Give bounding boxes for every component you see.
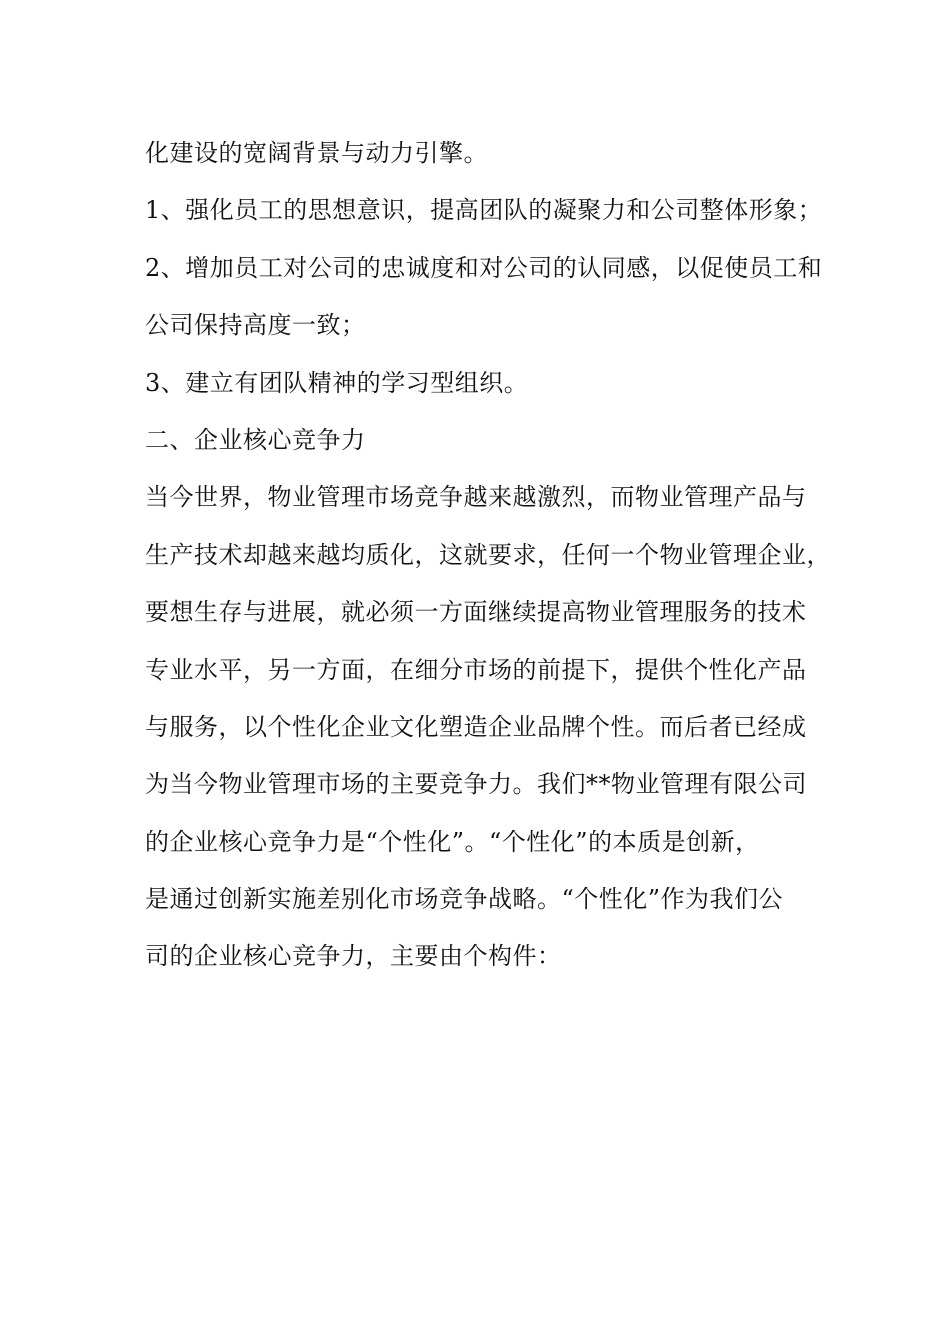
list-item-1: 1、强化员工的思想意识，提高团队的凝聚力和公司整体形象； [145,196,823,225]
body-text-line: 与服务，以个性化企业文化塑造企业品牌个性。而后者已经成 [145,712,807,741]
section-heading: 二、企业核心竞争力 [145,425,366,454]
body-text-line: 专业水平，另一方面，在细分市场的前提下，提供个性化产品 [145,655,807,684]
body-text-line: 要想生存与进展，就必须一方面继续提高物业管理服务的技术 [145,598,807,627]
list-item-2-continuation: 公司保持高度一致； [145,311,366,340]
body-text-line: 司的企业核心竞争力，主要由个构件： [145,942,562,971]
body-text-line: 当今世界，物业管理市场竞争越来越激烈，而物业管理产品与 [145,483,807,512]
document-body [145,130,831,991]
list-item-3: 3、建立有团队精神的学习型组织。 [145,368,529,397]
body-text-line: 的企业核心竞争力是“个性化”。“个性化”的本质是创新， [145,827,760,856]
body-text-line: 是通过创新实施差别化市场竞争战略。“个性化”作为我们公 [145,885,784,914]
body-text-line: 为当今物业管理市场的主要竞争力。我们**物业管理有限公司 [145,770,807,799]
body-text-line: 生产技术却越来越均质化，这就要求，任何一个物业管理企业， [145,540,831,569]
body-text-line: 化建设的宽阔背景与动力引擎。 [145,139,488,167]
list-item-2: 2、增加员工对公司的忠诚度和对公司的认同感，以促使员工和 [145,253,823,282]
